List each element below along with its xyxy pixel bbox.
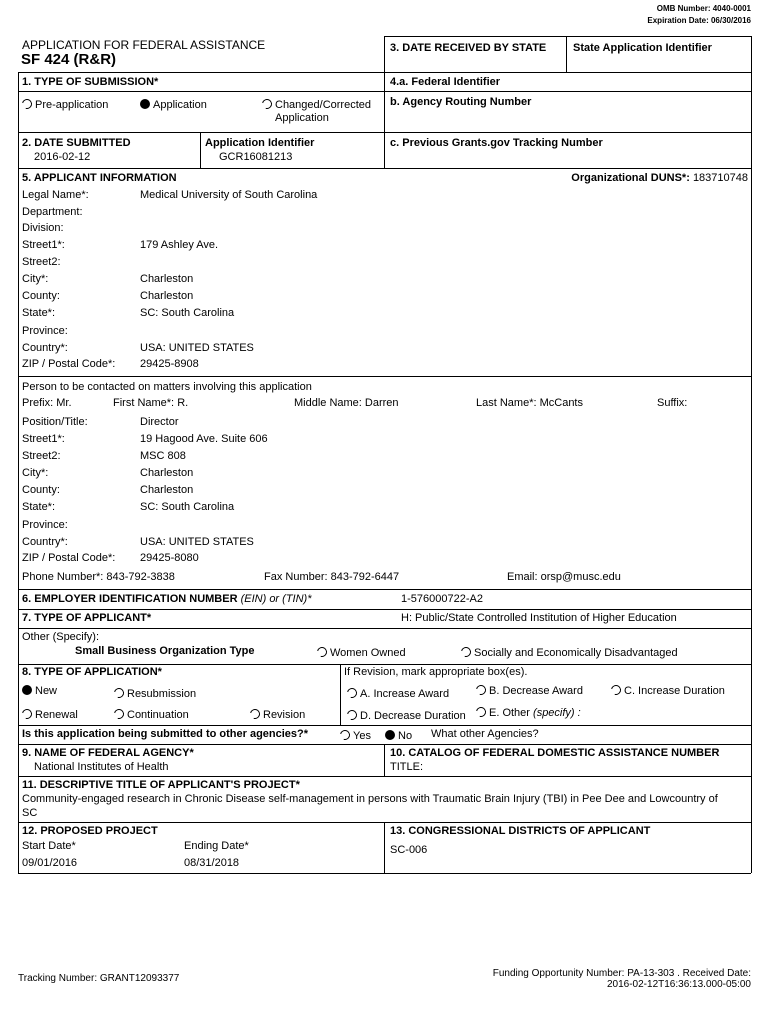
fax-number: Fax Number: 843-792-6447 (264, 571, 400, 583)
other-revision-option[interactable]: E. Other (specify) : (476, 707, 581, 719)
email: Email: orsp@musc.edu (507, 571, 621, 583)
radio-icon (248, 707, 262, 721)
end-date-label: Ending Date* (184, 840, 249, 852)
radio-icon (345, 686, 359, 700)
divider (18, 873, 751, 874)
radio-icon (140, 99, 150, 109)
applicant-type-label: 7. TYPE OF APPLICANT* (22, 612, 152, 624)
field-label: Division: (22, 222, 64, 234)
contact-street2-value: MSC 808 (140, 450, 186, 462)
radio-icon (22, 685, 32, 695)
radio-icon (474, 683, 488, 697)
funding-opportunity: Funding Opportunity Number: PA-13-303 . Received Date: 2016-02-12T16:36:13.000-05:00 (492, 968, 751, 990)
divider (384, 822, 385, 873)
contact-zip-value: 29425-8080 (140, 552, 199, 564)
increase-award-option[interactable]: A. Increase Award (347, 688, 449, 700)
ein-value: 1-576000722-A2 (401, 593, 483, 605)
sbo-type-label: Small Business Organization Type (75, 645, 255, 657)
field-label: ZIP / Postal Code*: (22, 552, 116, 564)
what-other-agencies: What other Agencies? (431, 728, 539, 740)
field-label: City*: (22, 467, 49, 479)
field-label: Street2: (22, 256, 61, 268)
date-submitted-label: 2. DATE SUBMITTED (22, 137, 131, 149)
yes-option[interactable]: Yes (340, 730, 371, 742)
federal-agency-value: National Institutes of Health (34, 761, 169, 773)
field-label: Country*: (22, 536, 68, 548)
divider (18, 168, 751, 169)
street1-value: 179 Ashley Ave. (140, 239, 219, 251)
radio-icon (459, 645, 473, 659)
contact-state-value: SC: South Carolina (140, 501, 235, 513)
cfda-title-label: TITLE: (390, 761, 424, 773)
increase-duration-option[interactable]: C. Increase Duration (611, 685, 725, 697)
field-label: County: (22, 484, 60, 496)
radio-icon (112, 686, 126, 700)
divider (18, 725, 751, 726)
divider (18, 589, 751, 590)
end-date-value: 08/31/2018 (184, 857, 240, 869)
federal-identifier-label: 4.a. Federal Identifier (390, 76, 501, 88)
contact-intro: Person to be contacted on matters involving this application (22, 381, 312, 393)
divider (18, 376, 751, 377)
divider (18, 628, 751, 629)
application-type-label: 8. TYPE OF APPLICATION* (22, 666, 162, 678)
middle-name: Middle Name: Darren (294, 397, 399, 409)
contact-country-value: USA: UNITED STATES (140, 536, 254, 548)
ein-label: 6. EMPLOYER IDENTIFICATION NUMBER (EIN) or (TIN)* (22, 593, 312, 605)
divider (566, 36, 567, 72)
field-label: Country*: (22, 342, 68, 354)
field-label: Province: (22, 519, 68, 531)
revision-instructions: If Revision, mark appropriate box(es). (344, 666, 528, 678)
radio-icon (20, 97, 34, 111)
zip-value: 29425-8908 (140, 358, 199, 370)
divider (384, 36, 385, 168)
omb-number: OMB Number: 4040-0001 (656, 4, 751, 13)
radio-icon (315, 645, 329, 659)
field-label: Street1*: (22, 239, 65, 251)
decrease-duration-option[interactable]: D. Decrease Duration (347, 710, 466, 722)
divider (384, 744, 385, 776)
other-agencies-question: Is this application being submitted to other agencies?* (22, 728, 309, 740)
radio-icon (345, 708, 359, 722)
radio-icon (474, 705, 488, 719)
suffix: Suffix: (657, 397, 688, 409)
previous-tracking-label: c. Previous Grants.gov Tracking Number (390, 137, 603, 149)
phone-number: Phone Number*: 843-792-3838 (22, 571, 175, 583)
divider (384, 36, 751, 37)
project-title-line2: SC (22, 807, 38, 819)
divider (751, 36, 752, 873)
state-value: SC: South Carolina (140, 307, 235, 319)
start-date-value: 09/01/2016 (22, 857, 78, 869)
application-option[interactable]: Application (140, 99, 207, 111)
divider (18, 609, 751, 610)
start-date-label: Start Date* (22, 840, 76, 852)
field-label: Department: (22, 206, 83, 218)
contact-city-value: Charleston (140, 467, 194, 479)
state-app-id-label: State Application Identifier (573, 42, 712, 54)
renewal-option[interactable]: Renewal (22, 709, 78, 721)
field-label: Position/Title: (22, 416, 88, 428)
field-label: ZIP / Postal Code*: (22, 358, 116, 370)
agency-routing-label: b. Agency Routing Number (390, 96, 532, 108)
changed-corrected-option-line2: Application (275, 112, 329, 124)
application-identifier-value: GCR16081213 (219, 151, 293, 163)
proposed-project-label: 12. PROPOSED PROJECT (22, 825, 158, 837)
last-name: Last Name*: McCants (476, 397, 583, 409)
radio-icon (20, 707, 34, 721)
divider (18, 664, 751, 665)
divider (18, 776, 751, 777)
resubmission-option[interactable]: Resubmission (114, 688, 196, 700)
disadvantaged-option[interactable]: Socially and Economically Disadvantaged (461, 647, 678, 659)
radio-icon (112, 707, 126, 721)
field-label: City*: (22, 273, 49, 285)
continuation-option[interactable]: Continuation (114, 709, 189, 721)
country-value: USA: UNITED STATES (140, 342, 254, 354)
expiration-date: Expiration Date: 06/30/2016 (647, 16, 751, 25)
cfda-label: 10. CATALOG OF FEDERAL DOMESTIC ASSISTANCE NUMBER (390, 747, 720, 759)
radio-icon (609, 683, 623, 697)
decrease-award-option[interactable]: B. Decrease Award (476, 685, 583, 697)
field-label: Street2: (22, 450, 61, 462)
districts-label: 13. CONGRESSIONAL DISTRICTS OF APPLICANT (390, 825, 651, 837)
project-title-line1: Community-engaged research in Chronic Disease self-management in persons with Traumatic Brain Injury (TBI) in Pee Dee and Lowcountry of (22, 793, 718, 805)
divider (200, 132, 201, 168)
radio-icon (385, 730, 395, 740)
divider (18, 72, 19, 873)
position-value: Director (140, 416, 179, 428)
project-title-label: 11. DESCRIPTIVE TITLE OF APPLICANT'S PROJECT* (22, 779, 300, 791)
field-label: Legal Name*: (22, 189, 89, 201)
form-title: APPLICATION FOR FEDERAL ASSISTANCE (22, 38, 266, 52)
tracking-number: Tracking Number: GRANT12093377 (18, 973, 180, 984)
revision-option[interactable]: Revision (250, 709, 305, 721)
radio-icon (338, 728, 352, 742)
field-label: State*: (22, 307, 56, 319)
pre-application-option[interactable]: Pre-application (22, 99, 108, 111)
legal-name-value: Medical University of South Carolina (140, 189, 318, 201)
other-specify-label: Other (Specify): (22, 631, 100, 643)
radio-icon (260, 97, 274, 111)
applicant-type-value: H: Public/State Controlled Institution of Higher Education (401, 612, 677, 624)
field-label: Province: (22, 325, 68, 337)
date-received-label: 3. DATE RECEIVED BY STATE (390, 42, 547, 54)
date-submitted-value: 2016-02-12 (34, 151, 91, 163)
federal-agency-label: 9. NAME OF FEDERAL AGENCY* (22, 747, 194, 759)
duns: Organizational DUNS*: 183710748 (571, 172, 748, 184)
application-identifier-label: Application Identifier (205, 137, 315, 149)
districts-value: SC-006 (390, 844, 428, 856)
women-owned-option[interactable]: Women Owned (317, 647, 406, 659)
no-option[interactable]: No (385, 730, 412, 742)
field-label: State*: (22, 501, 56, 513)
prefix: Prefix: Mr. (22, 397, 72, 409)
form-name: SF 424 (R&R) (21, 51, 117, 68)
county-value: Charleston (140, 290, 194, 302)
city-value: Charleston (140, 273, 194, 285)
applicant-section-label: 5. APPLICANT INFORMATION (22, 172, 177, 184)
contact-street1-value: 19 Hagood Ave. Suite 606 (140, 433, 268, 445)
field-label: Street1*: (22, 433, 65, 445)
first-name: First Name*: R. (113, 397, 189, 409)
new-option[interactable]: New (22, 685, 57, 697)
contact-county-value: Charleston (140, 484, 194, 496)
changed-corrected-option[interactable]: Changed/Corrected (262, 99, 371, 111)
field-label: County: (22, 290, 60, 302)
submission-type-label: 1. TYPE OF SUBMISSION* (22, 76, 159, 88)
divider (340, 664, 341, 725)
